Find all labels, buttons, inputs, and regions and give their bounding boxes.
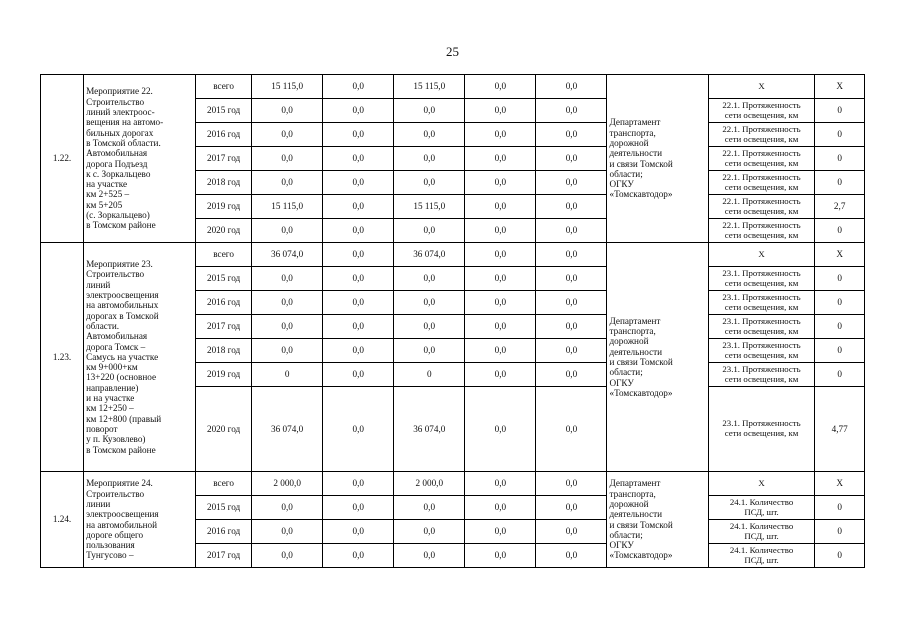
indicator-value-cell: 0 xyxy=(815,171,865,195)
regional-amount-cell: 36 074,0 xyxy=(394,387,465,472)
indicator-cell: 22.1. Протяженность сети освещения, км xyxy=(708,219,815,243)
total-amount-cell: 0,0 xyxy=(252,339,323,363)
indicator-cell: 23.1. Протяженность сети освещения, км xyxy=(708,315,815,339)
total-amount-cell: 0,0 xyxy=(252,123,323,147)
year-cell: 2015 год xyxy=(196,496,252,520)
regional-amount-cell: 0,0 xyxy=(394,171,465,195)
year-cell: 2017 год xyxy=(196,544,252,568)
other-amount-cell: 0,0 xyxy=(536,291,607,315)
federal-amount-cell: 0,0 xyxy=(323,496,394,520)
regional-amount-cell: 0,0 xyxy=(394,291,465,315)
indicator-cell: 23.1. Протяженность сети освещения, км xyxy=(708,387,815,472)
indicator-value-cell: 0 xyxy=(815,99,865,123)
other-amount-cell: 0,0 xyxy=(536,171,607,195)
year-cell: 2017 год xyxy=(196,315,252,339)
responsible-executor: Департамент транспорта, дорожной деятельности и связи Томской области; ОГКУ «Томскавтодор» xyxy=(607,243,708,472)
local-amount-cell: 0,0 xyxy=(465,291,536,315)
indicator-cell: 23.1. Протяженность сети освещения, км xyxy=(708,291,815,315)
measure-description: Мероприятие 22. Строительство линий электроос- вещения на автомо- бильных дорогах в Томской области. Автомобильная дорога Подъезд к с. Зоркальцево на участке км 2+525 – км 5+205 (с. Зоркальцево) в Томском районе xyxy=(84,75,196,243)
indicator-value-cell: Х xyxy=(815,472,865,496)
measure-description: Мероприятие 24. Строительство линии электроосвещения на автомобильной дороге общего пользования Тунгусово – xyxy=(84,472,196,568)
regional-amount-cell: 0,0 xyxy=(394,339,465,363)
indicator-value-cell: 0 xyxy=(815,315,865,339)
year-cell: 2016 год xyxy=(196,123,252,147)
other-amount-cell: 0,0 xyxy=(536,219,607,243)
indicator-value-cell: 0 xyxy=(815,123,865,147)
total-amount-cell: 36 074,0 xyxy=(252,243,323,267)
local-amount-cell: 0,0 xyxy=(465,387,536,472)
other-amount-cell: 0,0 xyxy=(536,363,607,387)
indicator-value-cell: 0 xyxy=(815,219,865,243)
regional-amount-cell: 0,0 xyxy=(394,315,465,339)
indicator-cell: 22.1. Протяженность сети освещения, км xyxy=(708,99,815,123)
indicator-cell: 24.1. Количество ПСД, шт. xyxy=(708,496,815,520)
indicator-value-cell: 4,77 xyxy=(815,387,865,472)
total-amount-cell: 0,0 xyxy=(252,219,323,243)
other-amount-cell: 0,0 xyxy=(536,472,607,496)
indicator-value-cell: 0 xyxy=(815,291,865,315)
year-cell: всего xyxy=(196,243,252,267)
regional-amount-cell: 0,0 xyxy=(394,496,465,520)
other-amount-cell: 0,0 xyxy=(536,123,607,147)
regional-amount-cell: 0,0 xyxy=(394,219,465,243)
total-amount-cell: 0,0 xyxy=(252,291,323,315)
local-amount-cell: 0,0 xyxy=(465,363,536,387)
measure-description: Мероприятие 23. Строительство линий электроосвещения на автомобильных дорогах в Томской области. Автомобильная дорога Томск – Самусь на участке км 9+000+км 13+220 (основное направление) и на участке км 12+250 – км 12+800 (правый поворот у п. Кузовлево) в Томском районе xyxy=(84,243,196,472)
local-amount-cell: 0,0 xyxy=(465,472,536,496)
total-amount-cell: 15 115,0 xyxy=(252,75,323,99)
indicator-cell: 22.1. Протяженность сети освещения, км xyxy=(708,123,815,147)
total-amount-cell: 0,0 xyxy=(252,496,323,520)
federal-amount-cell: 0,0 xyxy=(323,315,394,339)
page-number: 25 xyxy=(446,44,459,59)
other-amount-cell: 0,0 xyxy=(536,387,607,472)
year-cell: 2016 год xyxy=(196,291,252,315)
regional-amount-cell: 0,0 xyxy=(394,99,465,123)
indicator-value-cell: 2,7 xyxy=(815,195,865,219)
regional-amount-cell: 0,0 xyxy=(394,544,465,568)
table-row xyxy=(41,75,865,99)
regional-amount-cell: 0 xyxy=(394,363,465,387)
regional-amount-cell: 0,0 xyxy=(394,147,465,171)
federal-amount-cell: 0,0 xyxy=(323,147,394,171)
indicator-cell: Х xyxy=(708,243,815,267)
local-amount-cell: 0,0 xyxy=(465,99,536,123)
indicator-value-cell: 0 xyxy=(815,147,865,171)
regional-amount-cell: 2 000,0 xyxy=(394,472,465,496)
total-amount-cell: 36 074,0 xyxy=(252,387,323,472)
local-amount-cell: 0,0 xyxy=(465,544,536,568)
federal-amount-cell: 0,0 xyxy=(323,195,394,219)
total-amount-cell: 0,0 xyxy=(252,544,323,568)
indicator-value-cell: Х xyxy=(815,75,865,99)
federal-amount-cell: 0,0 xyxy=(323,75,394,99)
indicator-value-cell: Х xyxy=(815,243,865,267)
other-amount-cell: 0,0 xyxy=(536,544,607,568)
local-amount-cell: 0,0 xyxy=(465,243,536,267)
indicator-value-cell: 0 xyxy=(815,496,865,520)
year-cell: 2015 год xyxy=(196,267,252,291)
federal-amount-cell: 0,0 xyxy=(323,99,394,123)
other-amount-cell: 0,0 xyxy=(536,195,607,219)
indicator-value-cell: 0 xyxy=(815,520,865,544)
measures-table xyxy=(40,74,865,568)
regional-amount-cell: 0,0 xyxy=(394,123,465,147)
local-amount-cell: 0,0 xyxy=(465,520,536,544)
regional-amount-cell: 36 074,0 xyxy=(394,243,465,267)
other-amount-cell: 0,0 xyxy=(536,520,607,544)
total-amount-cell: 0,0 xyxy=(252,171,323,195)
indicator-cell: 22.1. Протяженность сети освещения, км xyxy=(708,195,815,219)
year-cell: 2020 год xyxy=(196,387,252,472)
federal-amount-cell: 0,0 xyxy=(323,291,394,315)
other-amount-cell: 0,0 xyxy=(536,315,607,339)
federal-amount-cell: 0,0 xyxy=(323,267,394,291)
indicator-cell: 24.1. Количество ПСД, шт. xyxy=(708,544,815,568)
local-amount-cell: 0,0 xyxy=(465,315,536,339)
year-cell: всего xyxy=(196,472,252,496)
regional-amount-cell: 15 115,0 xyxy=(394,75,465,99)
other-amount-cell: 0,0 xyxy=(536,496,607,520)
federal-amount-cell: 0,0 xyxy=(323,544,394,568)
federal-amount-cell: 0,0 xyxy=(323,171,394,195)
year-cell: 2019 год xyxy=(196,363,252,387)
regional-amount-cell: 15 115,0 xyxy=(394,195,465,219)
federal-amount-cell: 0,0 xyxy=(323,363,394,387)
year-cell: 2016 год xyxy=(196,520,252,544)
measure-number: 1.22. xyxy=(41,75,84,243)
local-amount-cell: 0,0 xyxy=(465,75,536,99)
local-amount-cell: 0,0 xyxy=(465,195,536,219)
year-cell: 2020 год xyxy=(196,219,252,243)
local-amount-cell: 0,0 xyxy=(465,147,536,171)
other-amount-cell: 0,0 xyxy=(536,267,607,291)
indicator-cell: 22.1. Протяженность сети освещения, км xyxy=(708,147,815,171)
year-cell: 2018 год xyxy=(196,339,252,363)
local-amount-cell: 0,0 xyxy=(465,219,536,243)
regional-amount-cell: 0,0 xyxy=(394,520,465,544)
measure-number: 1.24. xyxy=(41,472,84,568)
indicator-value-cell: 0 xyxy=(815,363,865,387)
table-row xyxy=(41,472,865,496)
other-amount-cell: 0,0 xyxy=(536,147,607,171)
year-cell: 2015 год xyxy=(196,99,252,123)
total-amount-cell: 0,0 xyxy=(252,99,323,123)
responsible-executor: Департамент транспорта, дорожной деятельности и связи Томской области; ОГКУ «Томскавтодор» xyxy=(607,75,708,243)
indicator-value-cell: 0 xyxy=(815,544,865,568)
indicator-cell: Х xyxy=(708,75,815,99)
total-amount-cell: 0 xyxy=(252,363,323,387)
measure-number: 1.23. xyxy=(41,243,84,472)
total-amount-cell: 0,0 xyxy=(252,267,323,291)
other-amount-cell: 0,0 xyxy=(536,339,607,363)
local-amount-cell: 0,0 xyxy=(465,267,536,291)
federal-amount-cell: 0,0 xyxy=(323,219,394,243)
total-amount-cell: 2 000,0 xyxy=(252,472,323,496)
indicator-cell: 24.1. Количество ПСД, шт. xyxy=(708,520,815,544)
other-amount-cell: 0,0 xyxy=(536,243,607,267)
federal-amount-cell: 0,0 xyxy=(323,339,394,363)
other-amount-cell: 0,0 xyxy=(536,99,607,123)
total-amount-cell: 0,0 xyxy=(252,520,323,544)
federal-amount-cell: 0,0 xyxy=(323,472,394,496)
local-amount-cell: 0,0 xyxy=(465,496,536,520)
indicator-cell: 23.1. Протяженность сети освещения, км xyxy=(708,267,815,291)
year-cell: всего xyxy=(196,75,252,99)
federal-amount-cell: 0,0 xyxy=(323,123,394,147)
indicator-value-cell: 0 xyxy=(815,267,865,291)
local-amount-cell: 0,0 xyxy=(465,339,536,363)
total-amount-cell: 15 115,0 xyxy=(252,195,323,219)
other-amount-cell: 0,0 xyxy=(536,75,607,99)
year-cell: 2017 год xyxy=(196,147,252,171)
year-cell: 2018 год xyxy=(196,171,252,195)
responsible-executor: Департамент транспорта, дорожной деятельности и связи Томской области; ОГКУ «Томскавтодор» xyxy=(607,472,708,568)
total-amount-cell: 0,0 xyxy=(252,147,323,171)
total-amount-cell: 0,0 xyxy=(252,315,323,339)
federal-amount-cell: 0,0 xyxy=(323,520,394,544)
regional-amount-cell: 0,0 xyxy=(394,267,465,291)
indicator-cell: Х xyxy=(708,472,815,496)
indicator-value-cell: 0 xyxy=(815,339,865,363)
federal-amount-cell: 0,0 xyxy=(323,387,394,472)
federal-amount-cell: 0,0 xyxy=(323,243,394,267)
local-amount-cell: 0,0 xyxy=(465,171,536,195)
year-cell: 2019 год xyxy=(196,195,252,219)
indicator-cell: 23.1. Протяженность сети освещения, км xyxy=(708,339,815,363)
indicator-cell: 22.1. Протяженность сети освещения, км xyxy=(708,171,815,195)
table-row xyxy=(41,243,865,267)
local-amount-cell: 0,0 xyxy=(465,123,536,147)
indicator-cell: 23.1. Протяженность сети освещения, км xyxy=(708,363,815,387)
